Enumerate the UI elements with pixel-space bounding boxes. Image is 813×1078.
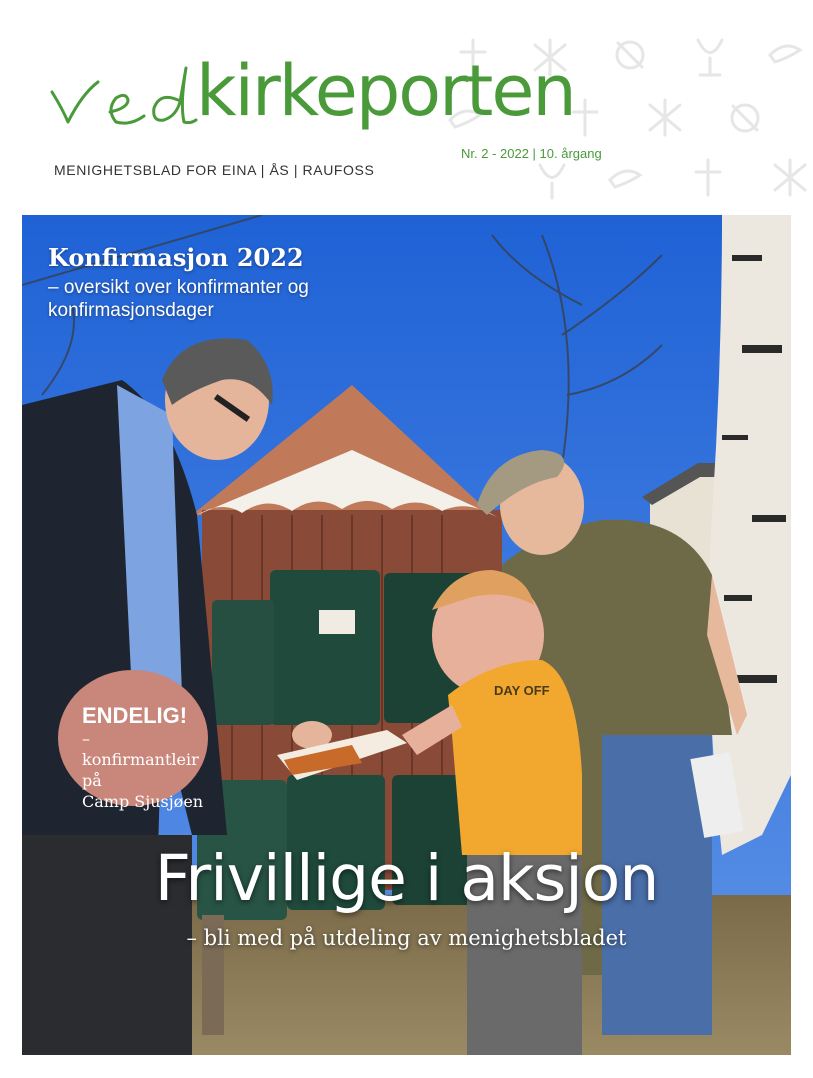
logo-script-ved bbox=[48, 64, 198, 134]
chalice-icon bbox=[698, 40, 722, 75]
wheat-icon bbox=[775, 160, 805, 195]
heart-anchor-icon bbox=[732, 105, 758, 131]
teaser-title: Konfirmasjon 2022 bbox=[48, 243, 304, 272]
teaser-subtitle bbox=[48, 276, 378, 322]
dove-icon bbox=[770, 46, 800, 62]
shirt-print-text: DAY OFF bbox=[494, 683, 550, 698]
tagline: MENIGHETSBLAD FOR EINA | ÅS | RAUFOSS bbox=[54, 162, 375, 178]
badge-line: Camp Sjusjøen bbox=[82, 792, 204, 811]
heart-anchor-icon bbox=[617, 42, 643, 68]
badge-title: ENDELIG! bbox=[82, 703, 188, 728]
dove-icon bbox=[610, 171, 640, 187]
cross-icon bbox=[696, 160, 720, 195]
logo-wordmark: kirkeporten bbox=[196, 50, 575, 132]
wheat-icon bbox=[650, 100, 680, 135]
issue-number: Nr. 2 - 2022 | 10. årgang bbox=[461, 146, 602, 161]
teaser-line: – oversikt over konfirmanter og bbox=[48, 277, 309, 298]
cross-icon bbox=[573, 100, 597, 135]
cover-headline: Frivillige i aksjon bbox=[154, 842, 659, 915]
badge-line: – konfirmantleir på bbox=[82, 729, 199, 790]
masthead bbox=[0, 0, 813, 215]
chalice-icon bbox=[540, 165, 564, 198]
cover-subheadline: – bli med på utdeling av menighetsbladet bbox=[186, 926, 627, 950]
teaser-line: konfirmasjonsdager bbox=[48, 300, 214, 321]
badge-circle bbox=[58, 670, 208, 811]
